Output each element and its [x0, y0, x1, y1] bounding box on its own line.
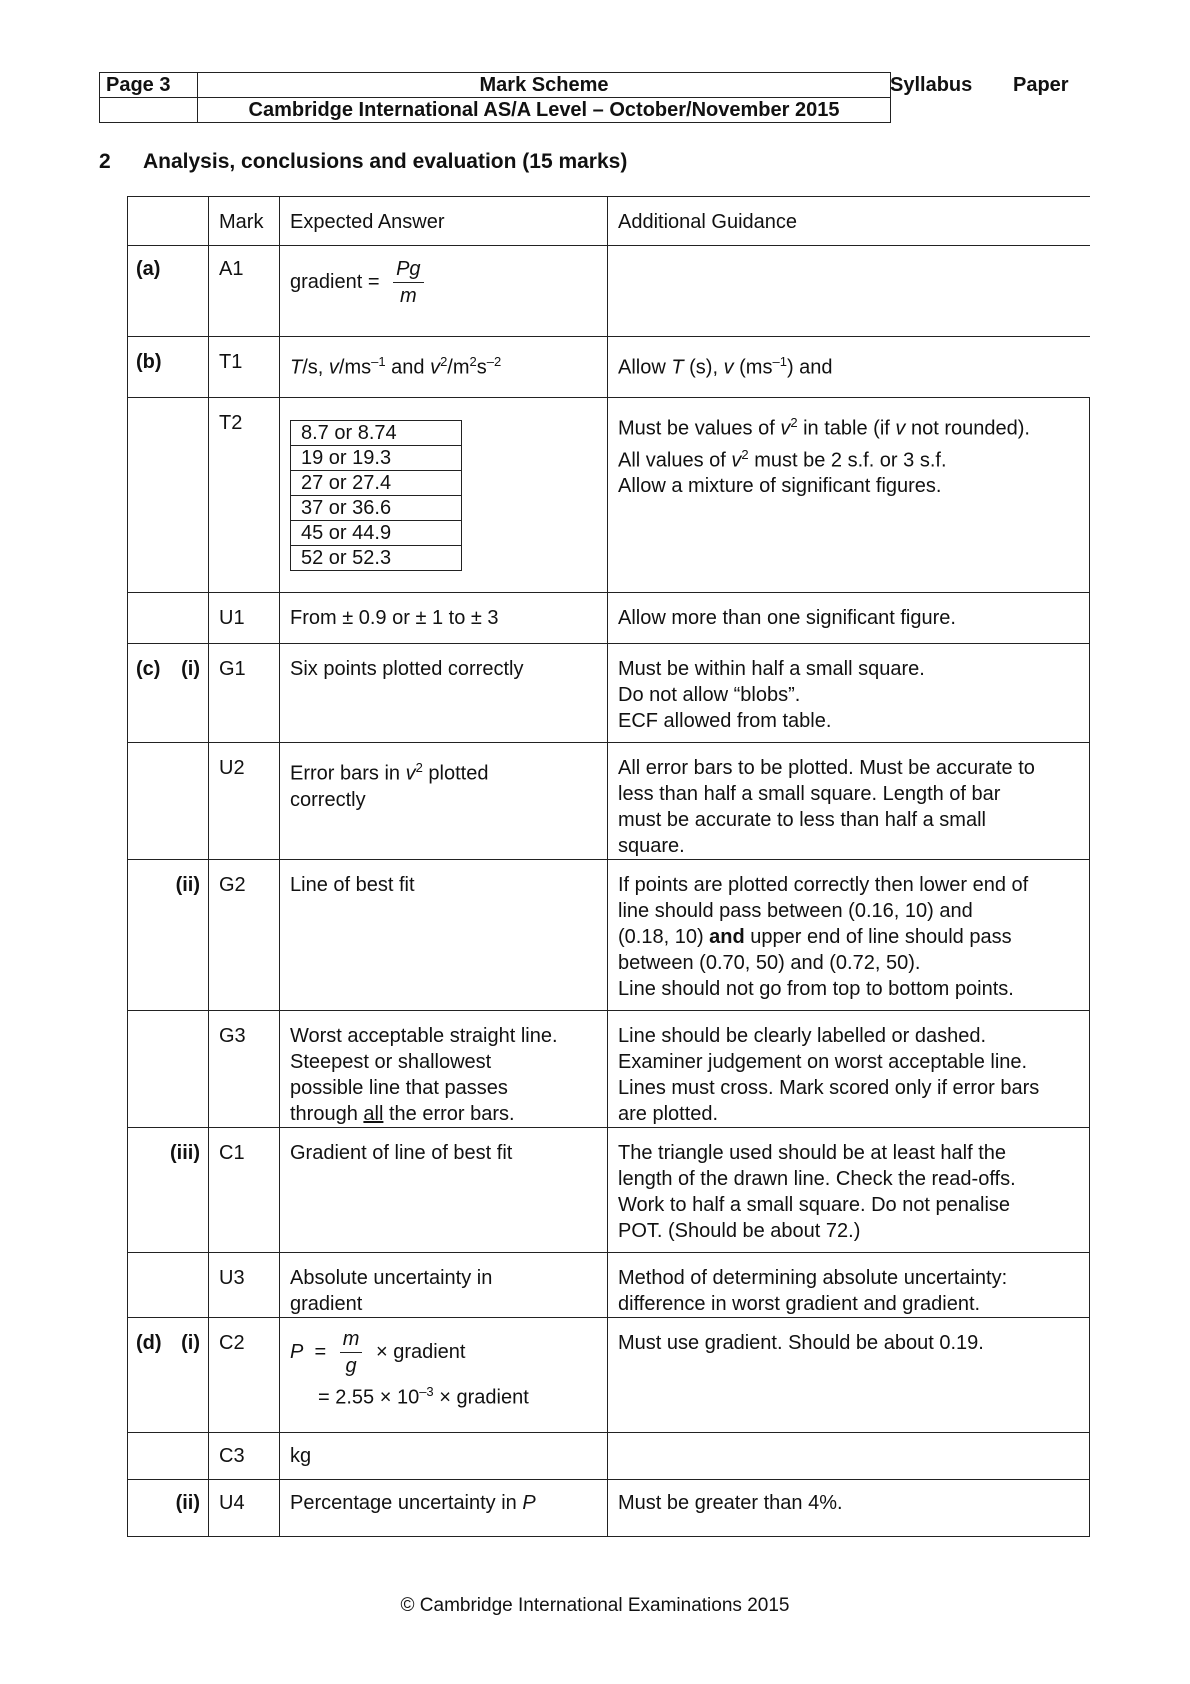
row-label	[128, 593, 209, 644]
row-answer: Gradient of line of best fit	[280, 1128, 608, 1253]
row-label: (ii)	[128, 1480, 209, 1537]
row-answer: Worst acceptable straight line. Steepest or shallowest possible line that passes through all the error bars.	[280, 1011, 608, 1128]
row-guidance: Must be within half a small square. Do not allow “blobs”. ECF allowed from table.	[608, 644, 1090, 743]
row-guidance: All error bars to be plotted. Must be accurate to less than half a small square. Length of bar must be accurate to less than half a small square.	[608, 743, 1090, 860]
fraction-numerator: m	[340, 1326, 363, 1353]
table-row-u4	[128, 1480, 1090, 1537]
fraction-denominator: m	[399, 285, 417, 307]
section-number: 2	[99, 150, 111, 173]
value-cell: 52 or 52.3	[291, 546, 462, 571]
row-mark: T1	[209, 337, 280, 398]
row-guidance: Must use gradient. Should be about 0.19.	[608, 1318, 1090, 1433]
row-answer: Percentage uncertainty in P	[280, 1480, 608, 1537]
label-column-header	[128, 197, 209, 246]
value-cell: 19 or 19.3	[291, 446, 462, 471]
v-squared-values-table	[290, 420, 462, 571]
table-row-g2	[128, 860, 1090, 1011]
row-answer	[280, 246, 608, 337]
value-cell: 45 or 44.9	[291, 521, 462, 546]
row-label	[128, 1011, 209, 1128]
row-answer: kg	[280, 1433, 608, 1480]
row-label: (c) (i)	[128, 644, 209, 743]
fraction	[340, 1326, 363, 1379]
answer-prefix: gradient =	[290, 270, 380, 293]
mark-column-header: Mark	[209, 197, 280, 246]
row-label	[128, 1253, 209, 1318]
row-guidance: Allow T (s), v $(ms^{-1})$ and	[608, 337, 1090, 398]
row-label: (iii)	[128, 1128, 209, 1253]
row-label	[128, 398, 209, 593]
row-answer: Error bars in $v^2$ plotted correctly	[280, 743, 608, 860]
row-answer: Line of best fit	[280, 860, 608, 1011]
row-answer: From ± 0.9 or ± 1 to ± 3	[280, 593, 608, 644]
row-guidance: The triangle used should be at least half the length of the drawn line. Check the read-offs. Work to half a small square. Do not penalise POT. (Should be about 72.)	[608, 1128, 1090, 1253]
answer-column-header: Expected Answer	[280, 197, 608, 246]
table-row-u1	[128, 593, 1090, 644]
row-mark: A1	[209, 246, 280, 337]
row-guidance: If points are plotted correctly then lower end of line should pass between (0.16, 10) and (0.18, 10) and upper end of line should pass between (0.70, 50) and (0.72, 50). Line should not go from top to bottom points.	[608, 860, 1090, 1011]
row-answer: Absolute uncertainty in gradient	[280, 1253, 608, 1318]
table-row-b	[128, 337, 1090, 398]
row-mark: G2	[209, 860, 280, 1011]
table-row-t2	[128, 398, 1090, 593]
table-row-u3	[128, 1253, 1090, 1318]
row-mark: T2	[209, 398, 280, 593]
row-label: (ii)	[128, 860, 209, 1011]
table-header-row	[128, 197, 1090, 246]
row-guidance: Line should be clearly labelled or dashed. Examiner judgement on worst acceptable line. Lines must cross. Mark scored only if error bars are plotted.	[608, 1011, 1090, 1128]
header-title: Mark Scheme	[198, 73, 891, 98]
value-cell: 8.7 or 8.74	[291, 421, 462, 446]
row-guidance: Must be greater than 4%.	[608, 1480, 1090, 1537]
table-row-c1	[128, 1128, 1090, 1253]
row-guidance: Method of determining absolute uncertainty: difference in worst gradient and gradient.	[608, 1253, 1090, 1318]
header-empty-cell	[100, 98, 198, 123]
row-mark: G3	[209, 1011, 280, 1128]
copyright-footer: © Cambridge International Examinations 2015	[400, 1595, 790, 1616]
row-label: (b)	[128, 337, 209, 398]
row-mark: C2	[209, 1318, 280, 1433]
table-row-u2	[128, 743, 1090, 860]
table-row-c3	[128, 1433, 1090, 1480]
fraction	[393, 256, 423, 309]
row-answer: P = $\frac{m}{g}$ × gradient = $2.55 \times 10^{-3}$ × gradient	[280, 1318, 608, 1433]
value-cell: 27 or 27.4	[291, 471, 462, 496]
row-guidance	[608, 1433, 1090, 1480]
mark-scheme-table	[127, 196, 1090, 1537]
table-row-c2	[128, 1318, 1090, 1433]
table-row-g3	[128, 1011, 1090, 1128]
header-subtitle: Cambridge International AS/A Level – October/November 2015	[198, 98, 891, 123]
row-guidance: Must be values of $v^2$ in table (if v not rounded). All values of $v^2$ must be 2 s.f. or 3 s.f. Allow a mixture of significant figures.	[608, 398, 1090, 593]
row-label: (a)	[128, 246, 209, 337]
row-mark: U4	[209, 1480, 280, 1537]
row-label	[128, 1433, 209, 1480]
row-mark: U3	[209, 1253, 280, 1318]
row-label: (d) (i)	[128, 1318, 209, 1433]
row-answer: T/s, $v/ms^{-1}$ and $v^2/m^2s^{-2}$	[280, 337, 608, 398]
syllabus-label: Syllabus	[890, 74, 973, 96]
row-answer	[280, 398, 608, 593]
section-title: Analysis, conclusions and evaluation (15 marks)	[143, 150, 628, 173]
row-mark: C1	[209, 1128, 280, 1253]
row-mark: U2	[209, 743, 280, 860]
row-mark: U1	[209, 593, 280, 644]
row-mark: C3	[209, 1433, 280, 1480]
section-heading	[99, 150, 627, 174]
guidance-column-header: Additional Guidance	[608, 197, 1090, 246]
paper-label: Paper	[1013, 74, 1069, 96]
row-guidance	[608, 246, 1090, 337]
fraction-denominator: g	[345, 1355, 357, 1377]
fraction-numerator: Pg	[393, 256, 423, 283]
row-answer: Six points plotted correctly	[280, 644, 608, 743]
row-label	[128, 743, 209, 860]
table-row-a	[128, 246, 1090, 337]
table-row-g1	[128, 644, 1090, 743]
row-mark: G1	[209, 644, 280, 743]
header-table	[99, 72, 891, 123]
row-guidance: Allow more than one significant figure.	[608, 593, 1090, 644]
page-number: Page 3	[100, 73, 198, 98]
value-cell: 37 or 36.6	[291, 496, 462, 521]
